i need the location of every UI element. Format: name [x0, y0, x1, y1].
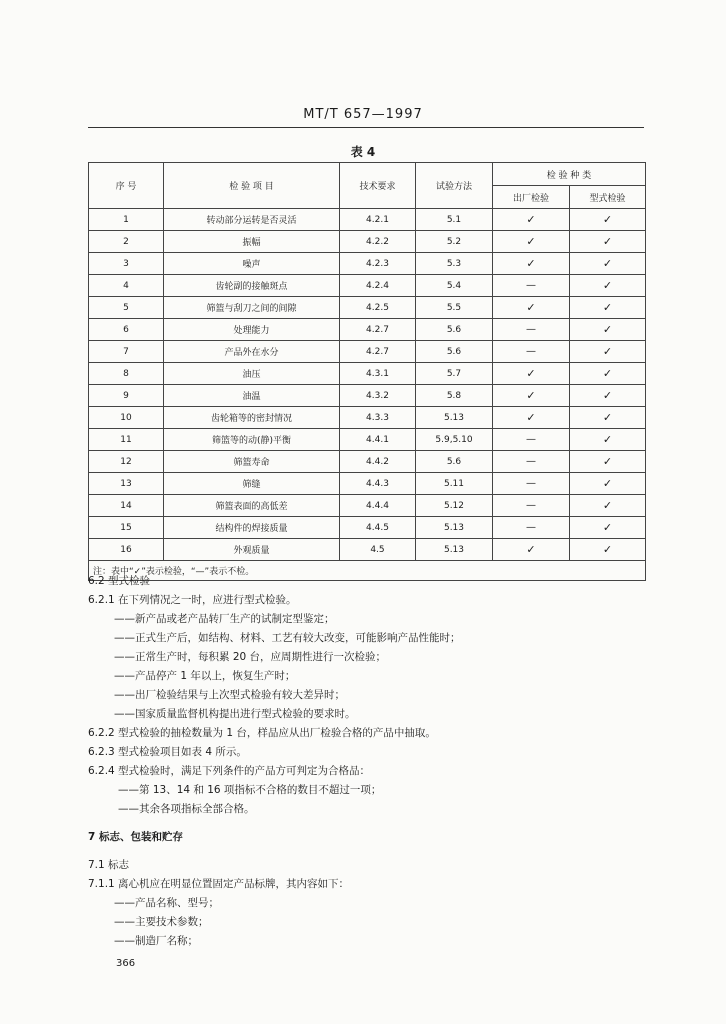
row-test-method: 5.4 — [416, 275, 493, 297]
row-test-method: 5.13 — [416, 539, 493, 561]
row-type-mark: ✓ — [570, 429, 646, 451]
table-row — [89, 297, 646, 319]
text-line: ——国家质量监督机构提出进行型式检验的要求时。 — [114, 708, 356, 720]
table-row — [89, 539, 646, 561]
row-type-mark: ✓ — [570, 407, 646, 429]
row-factory-mark: ✓ — [493, 407, 570, 429]
row-test-method: 5.5 — [416, 297, 493, 319]
row-factory-mark: — — [493, 341, 570, 363]
row-requirement: 4.4.4 — [340, 495, 416, 517]
section-6-2 — [88, 572, 648, 819]
table-row — [89, 341, 646, 363]
row-seq: 15 — [89, 517, 164, 539]
row-requirement: 4.2.1 — [340, 209, 416, 231]
text-line: ——正常生产时，每积累 20 台，应周期性进行一次检验； — [114, 651, 387, 663]
row-test-method: 5.7 — [416, 363, 493, 385]
row-type-mark: ✓ — [570, 319, 646, 341]
text-line: ——其余各项指标全部合格。 — [118, 803, 255, 815]
row-factory-mark: — — [493, 429, 570, 451]
table-row — [89, 209, 646, 231]
text-line: ——产品停产 1 年以上，恢复生产时； — [114, 670, 296, 682]
row-requirement: 4.4.1 — [340, 429, 416, 451]
row-seq: 12 — [89, 451, 164, 473]
row-requirement: 4.2.3 — [340, 253, 416, 275]
header-rule — [88, 127, 644, 128]
row-type-mark: ✓ — [570, 363, 646, 385]
row-test-method: 5.1 — [416, 209, 493, 231]
row-test-method: 5.13 — [416, 517, 493, 539]
text-line: 7.1 标志 — [88, 859, 130, 871]
row-test-method: 5.11 — [416, 473, 493, 495]
text-line: ——制造厂名称； — [114, 935, 198, 947]
row-seq: 3 — [89, 253, 164, 275]
row-seq: 8 — [89, 363, 164, 385]
row-seq: 2 — [89, 231, 164, 253]
text-line: 6.2.3 型式检验项目如表 4 所示。 — [88, 746, 247, 758]
row-seq: 1 — [89, 209, 164, 231]
row-requirement: 4.2.2 — [340, 231, 416, 253]
row-test-method: 5.12 — [416, 495, 493, 517]
text-line: 6.2.4 型式检验时，满足下列条件的产品方可判定为合格品： — [88, 765, 371, 777]
row-type-mark: ✓ — [570, 231, 646, 253]
header-seq: 序 号 — [89, 163, 164, 209]
row-requirement: 4.3.3 — [340, 407, 416, 429]
row-item: 筛缝 — [164, 473, 340, 495]
row-requirement: 4.4.2 — [340, 451, 416, 473]
row-requirement: 4.3.1 — [340, 363, 416, 385]
row-type-mark: ✓ — [570, 473, 646, 495]
row-factory-mark: — — [493, 517, 570, 539]
text-line: ——出厂检验结果与上次型式检验有较大差异时； — [114, 689, 345, 701]
row-requirement: 4.5 — [340, 539, 416, 561]
row-test-method: 5.6 — [416, 319, 493, 341]
row-type-mark: ✓ — [570, 341, 646, 363]
row-type-mark: ✓ — [570, 275, 646, 297]
text-line: ——主要技术参数； — [114, 916, 209, 928]
row-seq: 11 — [89, 429, 164, 451]
row-seq: 9 — [89, 385, 164, 407]
row-factory-mark: — — [493, 275, 570, 297]
table-row — [89, 253, 646, 275]
row-factory-mark: — — [493, 495, 570, 517]
row-type-mark: ✓ — [570, 517, 646, 539]
row-factory-mark: ✓ — [493, 385, 570, 407]
row-item: 结构件的焊接质量 — [164, 517, 340, 539]
row-seq: 4 — [89, 275, 164, 297]
row-requirement: 4.2.7 — [340, 341, 416, 363]
row-type-mark: ✓ — [570, 451, 646, 473]
row-test-method: 5.3 — [416, 253, 493, 275]
table-row — [89, 275, 646, 297]
text-line: 6.2.1 在下列情况之一时，应进行型式检验。 — [88, 594, 297, 606]
text-line: ——产品名称、型号； — [114, 897, 219, 909]
page-number: 366 — [116, 958, 136, 969]
table-row — [89, 407, 646, 429]
row-test-method: 5.6 — [416, 451, 493, 473]
row-type-mark: ✓ — [570, 253, 646, 275]
row-factory-mark: — — [493, 319, 570, 341]
row-test-method: 5.8 — [416, 385, 493, 407]
table-row — [89, 429, 646, 451]
header-test-method: 试验方法 — [416, 163, 493, 209]
row-item: 外观质量 — [164, 539, 340, 561]
row-test-method: 5.13 — [416, 407, 493, 429]
row-factory-mark: — — [493, 451, 570, 473]
text-line: ——第 13、14 和 16 项指标不合格的数目不超过一项； — [118, 784, 382, 796]
row-factory-mark: ✓ — [493, 231, 570, 253]
row-seq: 5 — [89, 297, 164, 319]
row-requirement: 4.2.5 — [340, 297, 416, 319]
header-factory-inspection: 出厂检验 — [493, 186, 570, 209]
table-row — [89, 363, 646, 385]
row-requirement: 4.2.4 — [340, 275, 416, 297]
text-line: 6.2.2 型式检验的抽检数量为 1 台，样品应从出厂检验合格的产品中抽取。 — [88, 727, 436, 739]
section-7-title: 7 标志、包装和贮存 — [88, 831, 183, 843]
row-item: 齿轮箱等的密封情况 — [164, 407, 340, 429]
header-type-inspection: 型式检验 — [570, 186, 646, 209]
row-factory-mark: — — [493, 473, 570, 495]
header-inspection-kind: 检 验 种 类 — [493, 163, 646, 186]
table-row — [89, 473, 646, 495]
row-seq: 13 — [89, 473, 164, 495]
table-row — [89, 231, 646, 253]
row-factory-mark: ✓ — [493, 253, 570, 275]
row-type-mark: ✓ — [570, 385, 646, 407]
row-requirement: 4.4.5 — [340, 517, 416, 539]
table-title: 表 4 — [350, 145, 376, 159]
row-item: 齿轮副的接触斑点 — [164, 275, 340, 297]
row-item: 噪声 — [164, 253, 340, 275]
row-item: 筛篮与刮刀之间的间隙 — [164, 297, 340, 319]
row-item: 处理能力 — [164, 319, 340, 341]
document-header-code: MT/T 657—1997 — [303, 107, 423, 122]
text-line: 6.2 型式检验 — [88, 575, 151, 587]
row-type-mark: ✓ — [570, 297, 646, 319]
table-row — [89, 517, 646, 539]
row-test-method: 5.2 — [416, 231, 493, 253]
row-item: 转动部分运转是否灵活 — [164, 209, 340, 231]
row-type-mark: ✓ — [570, 209, 646, 231]
row-factory-mark: ✓ — [493, 209, 570, 231]
inspection-table — [88, 162, 646, 581]
row-item: 筛篮表面的高低差 — [164, 495, 340, 517]
text-line: ——新产品或老产品转厂生产的试制定型鉴定； — [114, 613, 335, 625]
table-row — [89, 451, 646, 473]
table-row — [89, 319, 646, 341]
row-seq: 16 — [89, 539, 164, 561]
row-item: 油压 — [164, 363, 340, 385]
row-requirement: 4.3.2 — [340, 385, 416, 407]
row-type-mark: ✓ — [570, 495, 646, 517]
text-line: ——正式生产后，如结构、材料、工艺有较大改变，可能影响产品性能时； — [114, 632, 461, 644]
row-test-method: 5.6 — [416, 341, 493, 363]
row-factory-mark: ✓ — [493, 297, 570, 319]
row-requirement: 4.4.3 — [340, 473, 416, 495]
header-item: 检 验 项 目 — [164, 163, 340, 209]
header-requirement: 技术要求 — [340, 163, 416, 209]
table-row — [89, 385, 646, 407]
row-item: 筛篮等的动(静)平衡 — [164, 429, 340, 451]
row-item: 振幅 — [164, 231, 340, 253]
table-note: 注：表中“✓”表示检验，“—”表示不检。 — [89, 561, 646, 581]
row-seq: 6 — [89, 319, 164, 341]
row-item: 产品外在水分 — [164, 341, 340, 363]
row-requirement: 4.2.7 — [340, 319, 416, 341]
row-seq: 10 — [89, 407, 164, 429]
row-factory-mark: ✓ — [493, 363, 570, 385]
row-seq: 14 — [89, 495, 164, 517]
table-row — [89, 495, 646, 517]
row-item: 油温 — [164, 385, 340, 407]
text-line: 7.1.1 离心机应在明显位置固定产品标牌，其内容如下： — [88, 878, 350, 890]
row-test-method: 5.9,5.10 — [416, 429, 493, 451]
row-seq: 7 — [89, 341, 164, 363]
row-factory-mark: ✓ — [493, 539, 570, 561]
row-type-mark: ✓ — [570, 539, 646, 561]
section-7-1 — [88, 856, 648, 951]
row-item: 筛篮寿命 — [164, 451, 340, 473]
